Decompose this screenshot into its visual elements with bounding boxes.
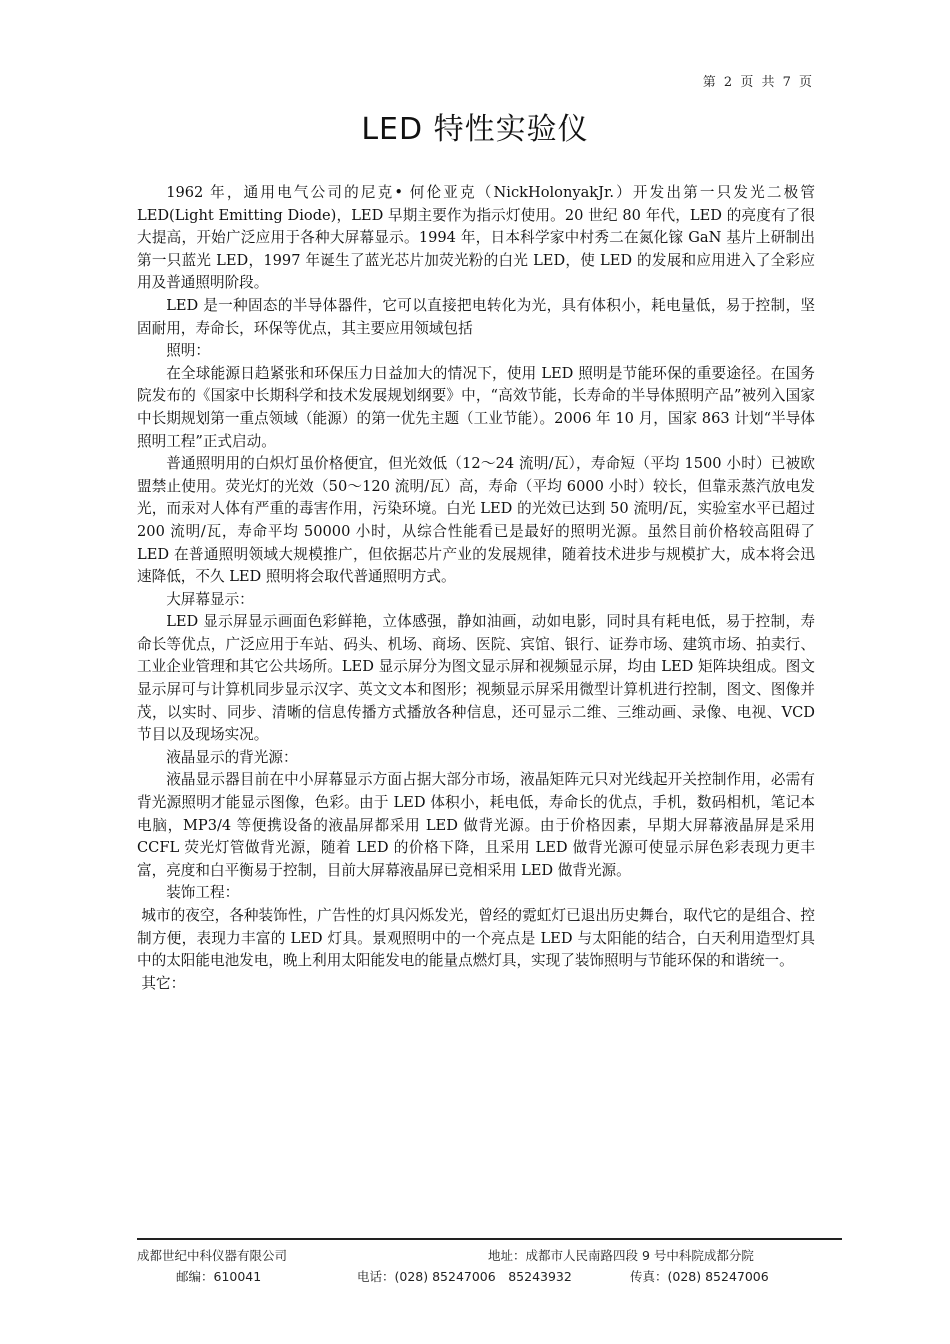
footer-divider — [137, 1238, 842, 1240]
paragraph-backlight: 液晶显示器目前在中小屏幕显示方面占据大部分市场，液晶矩阵元只对光线起开关控制作用，必需有背光源照明才能显示图像，色彩。由于 LED 体积小，耗电低，寿命长的优点，手机，数码相机，笔记本电脑，MP3/4 等便携设备的液晶屏都采用 LED 做背光源。由于价格因素，早期大屏幕液晶屏是采用 CCFL 荧光灯管做背光源，随着 LED 的价格下降，且采用 LED 做背光源可使显示屏色彩表现力更丰富，亮度和白平衡易于控制，目前大屏幕液晶屏已竞相采用 LED 做背光源。 — [137, 771, 815, 879]
paragraph-lighting-comparison: 普通照明用的白炽灯虽价格便宜，但光效低（12～24 流明/瓦），寿命短（平均 1500 小时）已被欧盟禁止使用。荧光灯的光效（50～120 流明/瓦）高，寿命（平均 6000 小时）较长，但靠汞蒸汽放电发光，而汞对人体有严重的毒害作用，污染环境。白光 LED 的光效已达到 50 流明/瓦，实验室水平已超过 200 流明/瓦，寿命平均 50000 小时，从综合性能看已是最好的照明光源。虽然目前价格较高阻碍了 LED 在普通照明领域大规模推广，但依据芯片产业的发展规律，随着技术进步与规模扩大，成本将会迅速降低，不久 LED 照明将会取代普通照明方式。 — [137, 455, 815, 586]
footer-fax: 传真：(028) 85247006 — [630, 1269, 769, 1284]
paragraph-history: 1962 年，通用电气公司的尼克• 何伦亚克（NickHolonyakJr.）开发出第一只发光二极管LED(Light Emitting Diode)，LED 早期主要作为指示灯使用。20 世纪 80 年代，LED 的亮度有了很大提高，开始广泛应用于各种大屏幕显示。1994 年，日本科学家中村秀二在氮化镓 GaN 基片上研制出第一只蓝光 LED，1997 年诞生了蓝光芯片加荧光粉的白光 LED，使 LED 的发展和应用进入了全彩应用及普通照明阶段。 — [137, 184, 815, 292]
section-heading-decoration: 装饰工程： — [166, 884, 240, 902]
page-number: 第 2 页 共 7 页 — [702, 75, 814, 90]
document-title: LED 特性实验仪 — [361, 112, 589, 147]
section-heading-other: 其它： — [141, 974, 186, 992]
footer-postcode: 邮编：610041 — [176, 1269, 262, 1284]
section-heading-backlight: 液晶显示的背光源： — [166, 748, 298, 766]
section-heading-lighting: 照明： — [166, 342, 210, 360]
footer-address: 地址：成都市人民南路四段 9 号中科院成都分院 — [488, 1248, 754, 1263]
footer-phone: 电话：(028) 85247006 85243932 — [357, 1269, 572, 1284]
paragraph-decoration: 城市的夜空，各种装饰性，广告性的灯具闪烁发光，曾经的霓虹灯已退出历史舞台，取代它的是组合、控制方便，表现力丰富的 LED 灯具。景观照明中的一个亮点是 LED 与太阳能的结合，白天利用造型灯具中的太阳能电池发电，晚上利用太阳能发电的能量点燃灯具，实现了装饰照明与节能环保的和谐统一。 — [137, 907, 815, 970]
document-body — [137, 182, 815, 995]
section-heading-large-display: 大屏幕显示： — [166, 590, 254, 608]
paragraph-large-display: LED 显示屏显示画面色彩鲜艳，立体感强，静如油画，动如电影，同时具有耗电低，易于控制，寿命长等优点，广泛应用于车站、码头、机场、商场、医院、宾馆、银行、证券市场、建筑市场、拍卖行、工业企业管理和其它公共场所。LED 显示屏分为图文显示屏和视频显示屏，均由 LED 矩阵块组成。图文显示屏可与计算机同步显示汉字、英文文本和图形；视频显示屏采用微型计算机进行控制，图文、图像并茂，以实时、同步、清晰的信息传播方式播放各种信息，还可显示二维、三维动画、录像、电视、VCD 节目以及现场实况。 — [137, 613, 815, 744]
footer-company: 成都世纪中科仪器有限公司 — [137, 1248, 288, 1263]
paragraph-lighting-policy: 在全球能源日趋紧张和环保压力日益加大的情况下，使用 LED 照明是节能环保的重要途径。在国务院发布的《国家中长期科学和技术发展规划纲要》中，“高效节能，长寿命的半导体照明产品”被列入国家中长期规划第一重点领域（能源）的第一优先主题（工业节能）。2006 年 10 月，国家 863 计划“半导体照明工程”正式启动。 — [137, 364, 815, 450]
paragraph-overview: LED 是一种固态的半导体器件，它可以直接把电转化为光，具有体积小，耗电量低，易于控制，坚固耐用，寿命长，环保等优点，其主要应用领域包括 — [137, 296, 815, 337]
